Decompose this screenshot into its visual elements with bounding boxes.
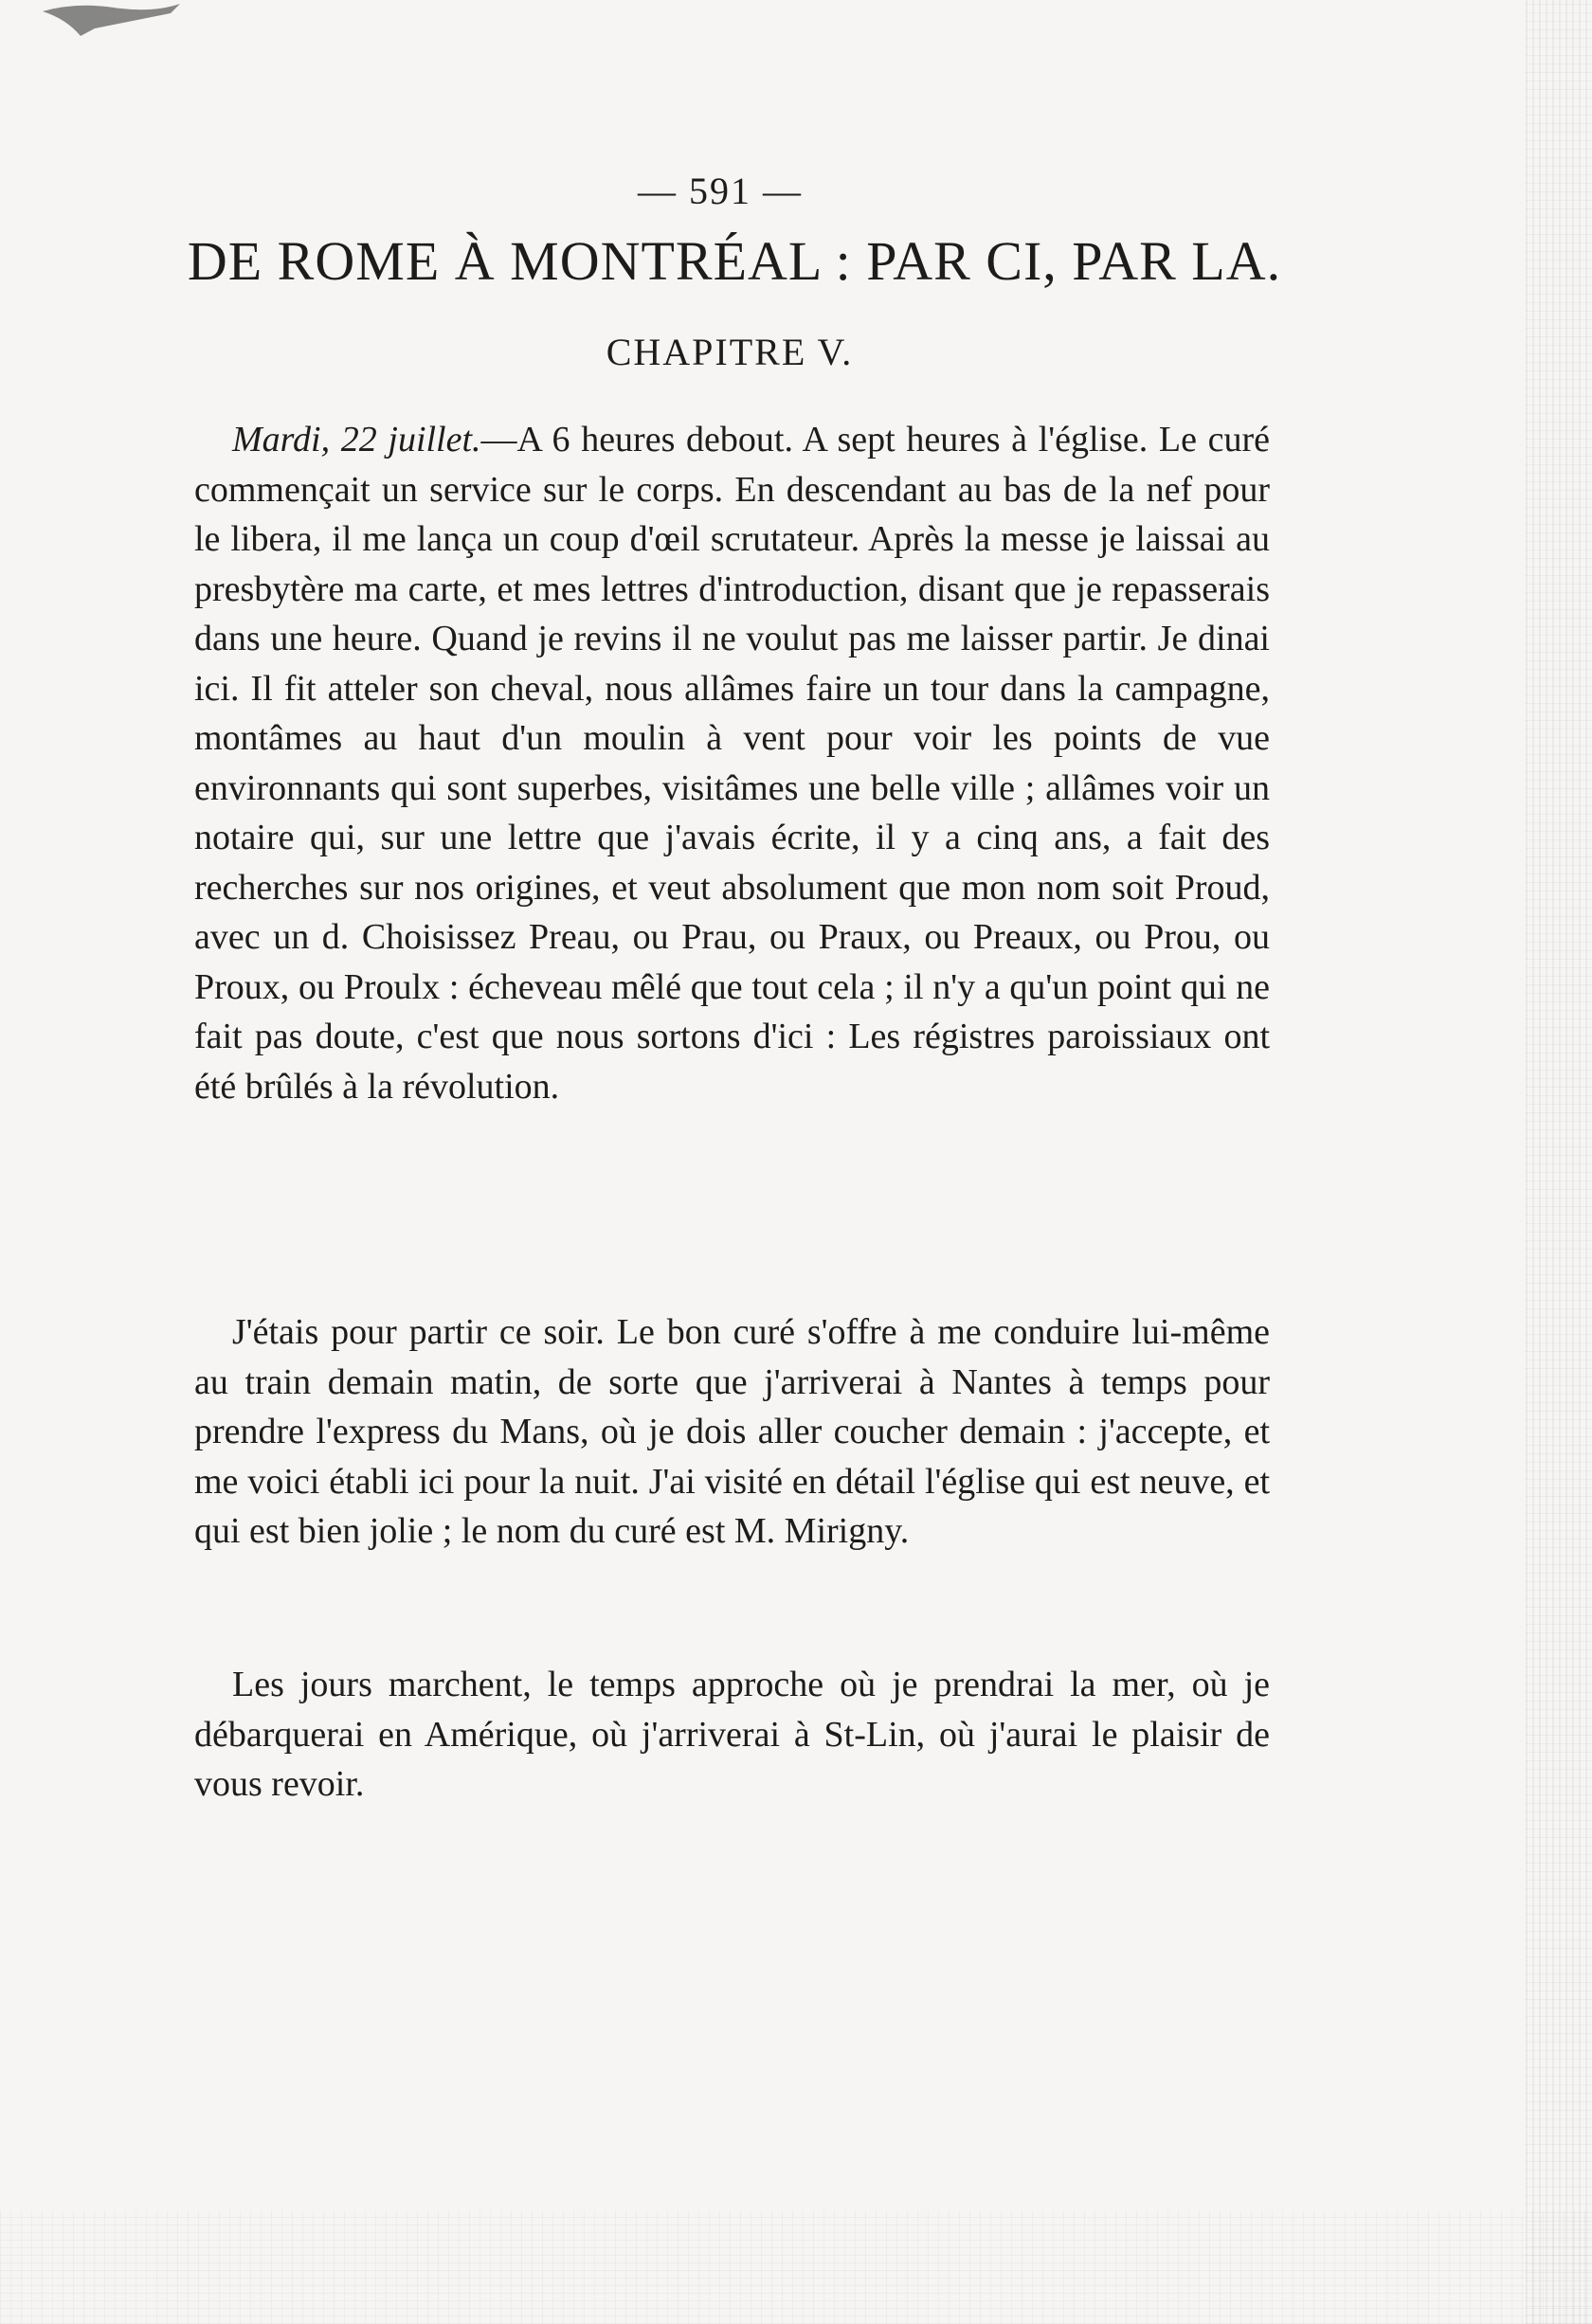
paragraph-1-text: —A 6 heures debout. A sept heures à l'église. Le curé commençait un service sur le corps. En descendant au bas de la nef pour le libera, il me lança un coup d'œil scrutateur. Après la messe je laissai au presbytère ma carte, et mes lettres d'introduction, disant que je repasserais dans une heure. Quand je revins il ne voulut pas me laisser partir. Je dinai ici. Il fit atteler son cheval, nous allâmes faire un tour dans la campagne, montâmes au haut d'un moulin à vent pour voir les points de vue environnants qui sont superbes, visitâmes une belle ville ; allâmes voir un notaire qui, sur une lettre que j'avais écrite, il y a cinq ans, a fait des recherches sur nos origines, et veut absolument que mon nom soit Proud, avec un d. Choisissez Preau, ou Prau, ou Praux, ou Preaux, ou Prou, ou Proux, ou Proulx : écheveau mêlé que tout cela ; il n'y a qu'un point qui ne fait pas doute, c'est que nous sortons d'ici : Les régistres paroissiaux ont été brûlés à la révolution. — [194, 420, 1270, 1107]
paragraph-3 — [194, 1660, 1270, 1810]
date-lead: Mardi, 22 juillet. — [232, 420, 481, 459]
paragraph-2-text: J'étais pour partir ce soir. Le bon curé s'offre à me conduire lui-même au train demain matin, de sorte que j'arriverai à Nantes à temps pour prendre l'express du Mans, où je dois aller coucher demain : j'accepte, et me voici établi ici pour la nuit. J'ai visité en détail l'église qui est neuve, et qui est bien jolie ; le nom du curé est M. Mirigny. — [194, 1312, 1270, 1551]
paragraph-2 — [194, 1307, 1270, 1557]
chapter-heading: CHAPITRE V. — [606, 331, 854, 373]
scan-noise-right-edge — [1526, 0, 1592, 2324]
scan-noise-bottom-edge — [0, 2210, 1592, 2324]
paragraph-1 — [194, 415, 1270, 1111]
ink-smudge-mark — [38, 0, 190, 38]
page-number: — 591 — — [638, 170, 803, 212]
page-title: DE ROME À MONTRÉAL : PAR CI, PAR LA. — [187, 230, 1282, 292]
paragraph-3-text: Les jours marchent, le temps approche où je prendrai la mer, où je débarquerai en Amérique, où j'arriverai à St-Lin, où j'aurai le plaisir de vous revoir. — [194, 1665, 1270, 1804]
